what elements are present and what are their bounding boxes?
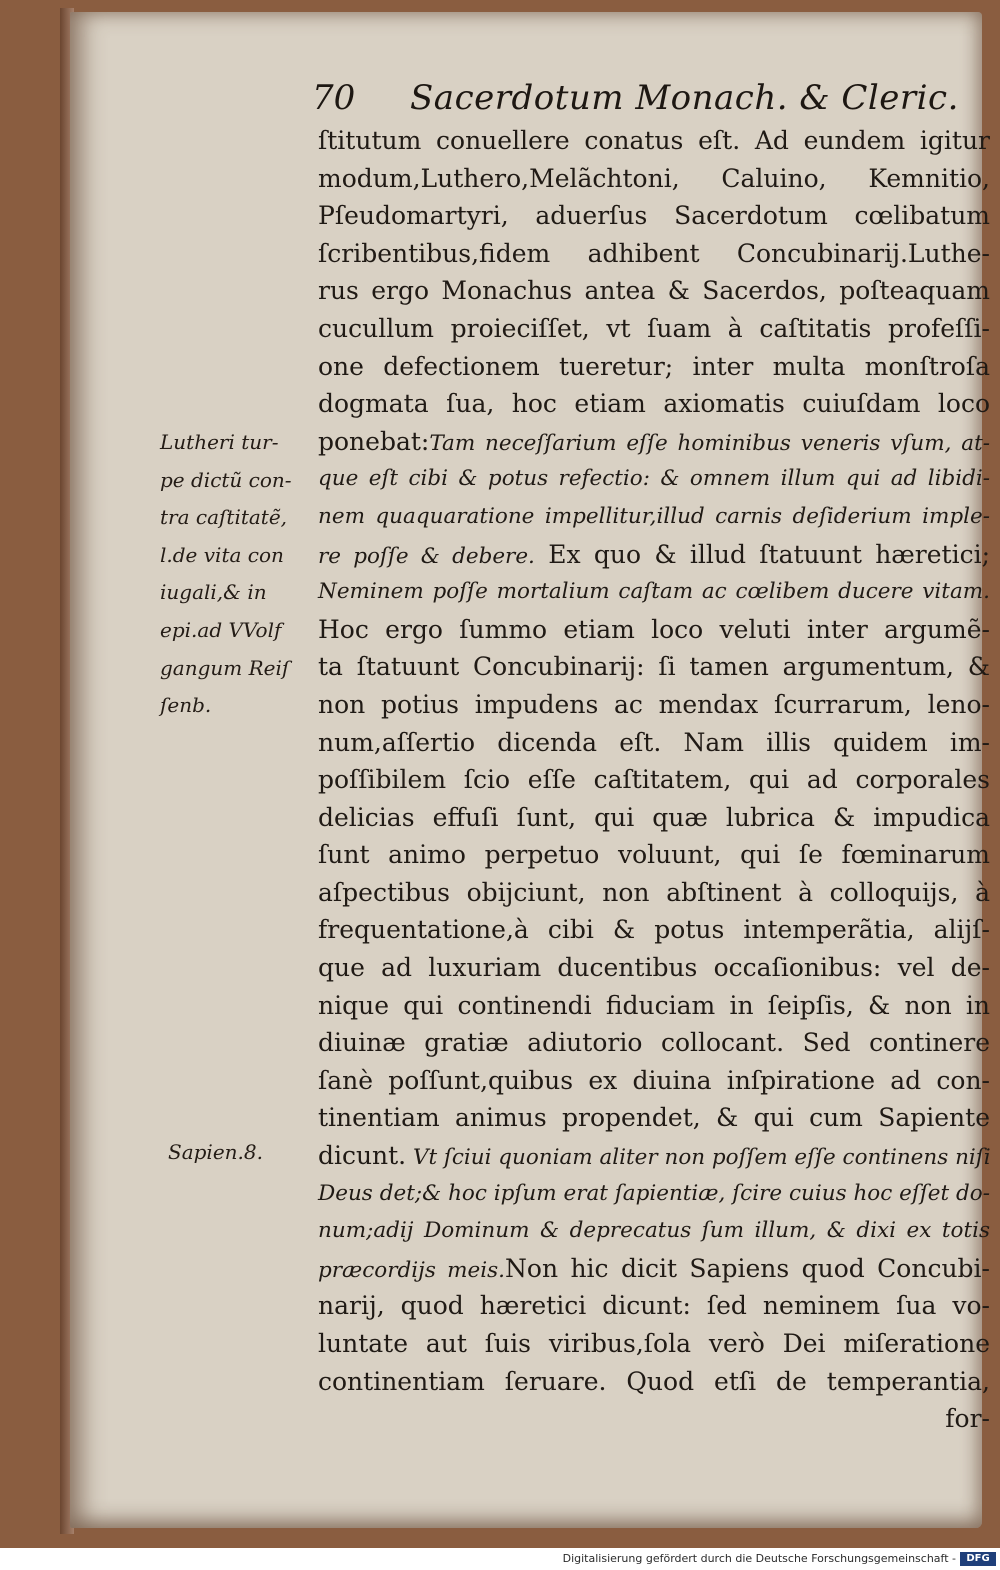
running-header xyxy=(312,78,959,126)
text-line: cucullum proieciſſet, vt ſuam à caſtitatis profeſſi- xyxy=(318,313,990,343)
text-line: tinentiam animus propendet, & qui cum Sapiente xyxy=(318,1103,990,1133)
text-line: ſcribentibus,fidem adhibent Concubinarij.Luthe- xyxy=(318,238,990,268)
margin-note-line: Lutheri tur- xyxy=(160,430,279,454)
margin-note-line: tra caſtitatẽ, xyxy=(160,505,288,530)
quotation-line: que eſt cibi & potus refectio: & omnem illum qui ad libidi- xyxy=(318,466,990,492)
quotation-line: Deus det;& hoc ipſum erat ſapientiæ, ſcire cuius hoc eſſet do- xyxy=(318,1180,990,1206)
text-line: modum,Luthero,Melãchtoni, Caluino, Kemnitio, xyxy=(318,163,990,193)
digitization-footer xyxy=(562,1550,1000,1570)
text-line xyxy=(318,423,990,461)
text-line xyxy=(318,536,990,574)
margin-note-line: pe dictũ con- xyxy=(160,467,292,492)
text-line: Pſeudomartyri, aduerſus Sacerdotum cœlibatum xyxy=(318,201,990,231)
margin-note-sapien xyxy=(168,1140,288,1164)
text-segment: Ex quo & illud ſtatuunt hæretici; xyxy=(534,539,991,569)
text-line: num,aſſertio dicenda eſt. Nam illis quidem im- xyxy=(318,727,990,757)
text-line: que ad luxuriam ducentibus occaſionibus: vel de- xyxy=(318,953,990,983)
text-line: nique qui continendi fiduciam in ſeipſis, & non in xyxy=(318,990,990,1020)
text-line: narij, quod hæretici dicunt: ſed neminem ſua vo- xyxy=(318,1291,990,1321)
margin-note-luther xyxy=(160,424,320,725)
text-line: poſſibilem ſcio eſſe caſtitatem, qui ad corporales xyxy=(318,765,990,795)
quotation-italic: re poſſe & debere. xyxy=(318,543,535,569)
text-line: continentiam ſeruare. Quod etſi de temperantia, xyxy=(318,1366,990,1396)
text-line: ſtitutum conuellere conatus eſt. Ad eundem igitur xyxy=(318,126,990,155)
footer-credit: Digitalisierung gefördert durch die Deutsche Forschungsgemeinschaft - xyxy=(562,1552,956,1565)
margin-note-line: ſenb. xyxy=(160,693,212,718)
text-line: dogmata ſua, hoc etiam axiomatis cuiuſdam loco xyxy=(318,389,990,419)
text-segment: Non hic dicit Sapiens quod Concubi- xyxy=(505,1253,990,1283)
text-line: delicias effuſi ſunt, qui quæ lubrica & impudica xyxy=(318,802,990,832)
text-line: ſanè poſſunt,quibus ex diuina inſpiratione ad con- xyxy=(318,1065,990,1095)
text-line: non potius impudens ac mendax ſcurrarum, leno- xyxy=(318,689,990,719)
text-line: luntate aut ſuis viribus,ſola verò Dei miſeratione xyxy=(318,1329,990,1358)
text-line xyxy=(318,1137,989,1175)
quotation-italic: præcordijs meis. xyxy=(318,1257,506,1283)
text-line: aſpectibus obijciunt, non abſtinent à colloquijs, à xyxy=(318,877,990,907)
quotation-line: nem quaquaratione impellitur,illud carnis deſiderium imple- xyxy=(318,503,990,529)
page-number: 70 xyxy=(312,78,356,118)
text-line: diuinæ gratiæ adiutorio collocant. Sed continere xyxy=(318,1028,990,1058)
margin-note-line: Sapien.8. xyxy=(168,1140,263,1164)
quotation-italic: Tam neceſſarium eſſe hominibus veneris vſum, at- xyxy=(429,430,990,456)
body-text xyxy=(318,122,990,1438)
quotation-line: num;adij Dominum & deprecatus ſum illum, & dixi ex totis xyxy=(318,1218,990,1244)
margin-note-line: gangum Reiſ xyxy=(160,655,290,680)
text-segment: ponebat: xyxy=(318,426,430,456)
text-line: one defectionem tueretur; inter multa monſtroſa xyxy=(318,351,990,381)
margin-note-line: l.de vita con xyxy=(160,542,284,567)
text-line: ta ſtatuunt Concubinarij: ſi tamen argumentum, & xyxy=(318,652,990,682)
text-line xyxy=(318,1250,990,1288)
quotation-line: Neminem poſſe mortalium caſtam ac cœlibem ducere vitam. xyxy=(318,579,990,605)
margin-note-line: epi.ad VVolf xyxy=(160,617,282,642)
margin-note-line: iugali,& in xyxy=(160,580,267,605)
text-line: frequentatione,à cibi & potus intemperãtia, alijſ- xyxy=(318,915,990,945)
running-title: Sacerdotum Monach. & Cleric. xyxy=(410,78,959,118)
catchword: for- xyxy=(945,1404,990,1434)
quotation-italic: Vt ſciui quoniam aliter non poſſem eſſe continens niſi xyxy=(406,1145,991,1171)
text-line: Hoc ergo ſummo etiam loco veluti inter argumẽ- xyxy=(318,614,990,644)
text-line: rus ergo Monachus antea & Sacerdos, poſteaquam xyxy=(318,276,990,306)
text-line: ſunt animo perpetuo voluunt, qui ſe fœminarum xyxy=(318,840,990,870)
dfg-logo: DFG xyxy=(960,1552,996,1566)
text-segment: dicunt. xyxy=(318,1141,407,1171)
